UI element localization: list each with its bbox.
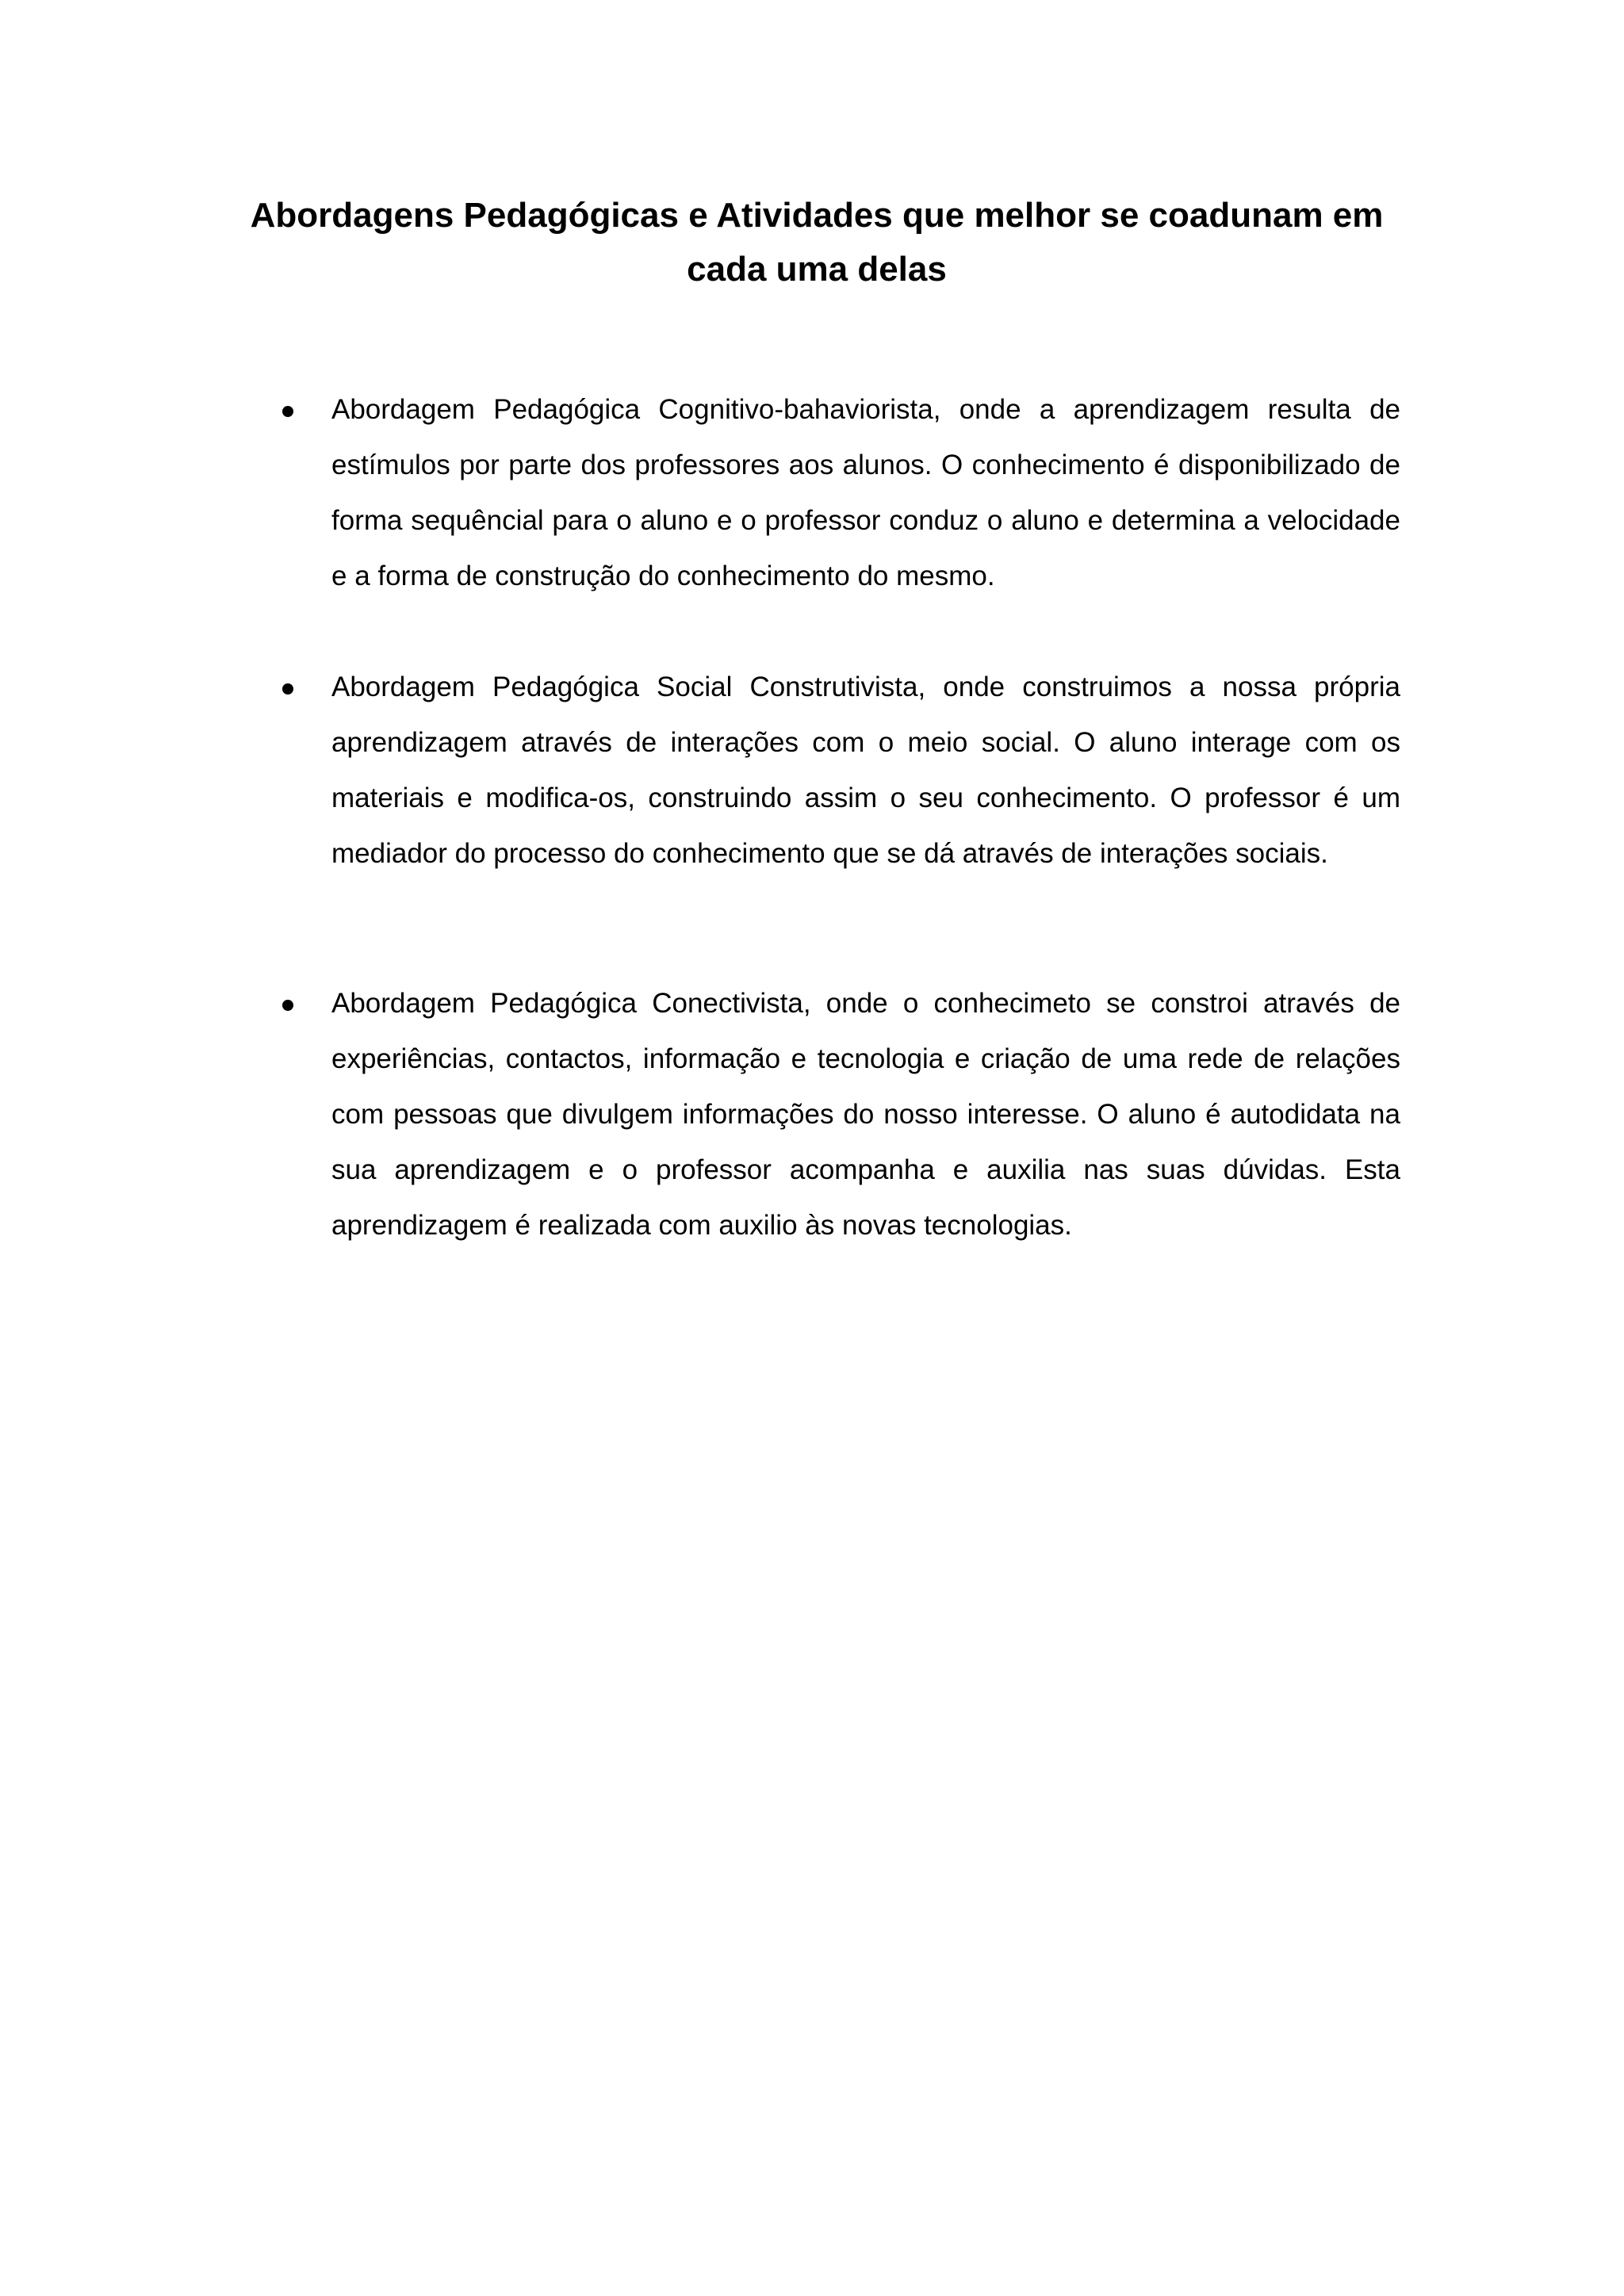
list-item-text: Abordagem Pedagógica Conectivista, onde o conhecimeto se constroi através de experiências, contactos, informação e tecnologia e criação de uma rede de relações com pessoas que divulgem informações do nosso interesse. O aluno é autodidata na sua aprendizagem e o professor acompanha e auxilia nas suas dúvidas. Esta aprendizagem é realizada com auxilio às novas tecnologias. (331, 988, 1400, 1241)
bullet-icon (282, 406, 293, 417)
bullet-icon (282, 683, 293, 695)
document-title: Abordagens Pedagógicas e Atividades que melhor se coadunam em cada uma delas (250, 196, 1384, 289)
list-item-connectivist (331, 976, 1400, 1253)
list-item-cognitive-behaviorist (331, 382, 1400, 604)
list-item-text: Abordagem Pedagógica Social Construtivista, onde construimos a nossa própria aprendizagem através de interações com o meio social. O aluno interage com os materiais e modifica-os, construindo assim o seu conhecimento. O professor é um mediador do processo do conhecimento que se dá através de interações sociais. (331, 672, 1400, 869)
bullet-icon (282, 1000, 293, 1011)
list-item-text: Abordagem Pedagógica Cognitivo-bahaviorista, onde a aprendizagem resulta de estímulos por parte dos professores aos alunos. O conhecimento é disponibilizado de forma sequêncial para o aluno e o professor conduz o aluno e determina a velocidade e a forma de construção do conhecimento do mesmo. (331, 394, 1400, 591)
list-item-social-constructivist (331, 660, 1400, 882)
